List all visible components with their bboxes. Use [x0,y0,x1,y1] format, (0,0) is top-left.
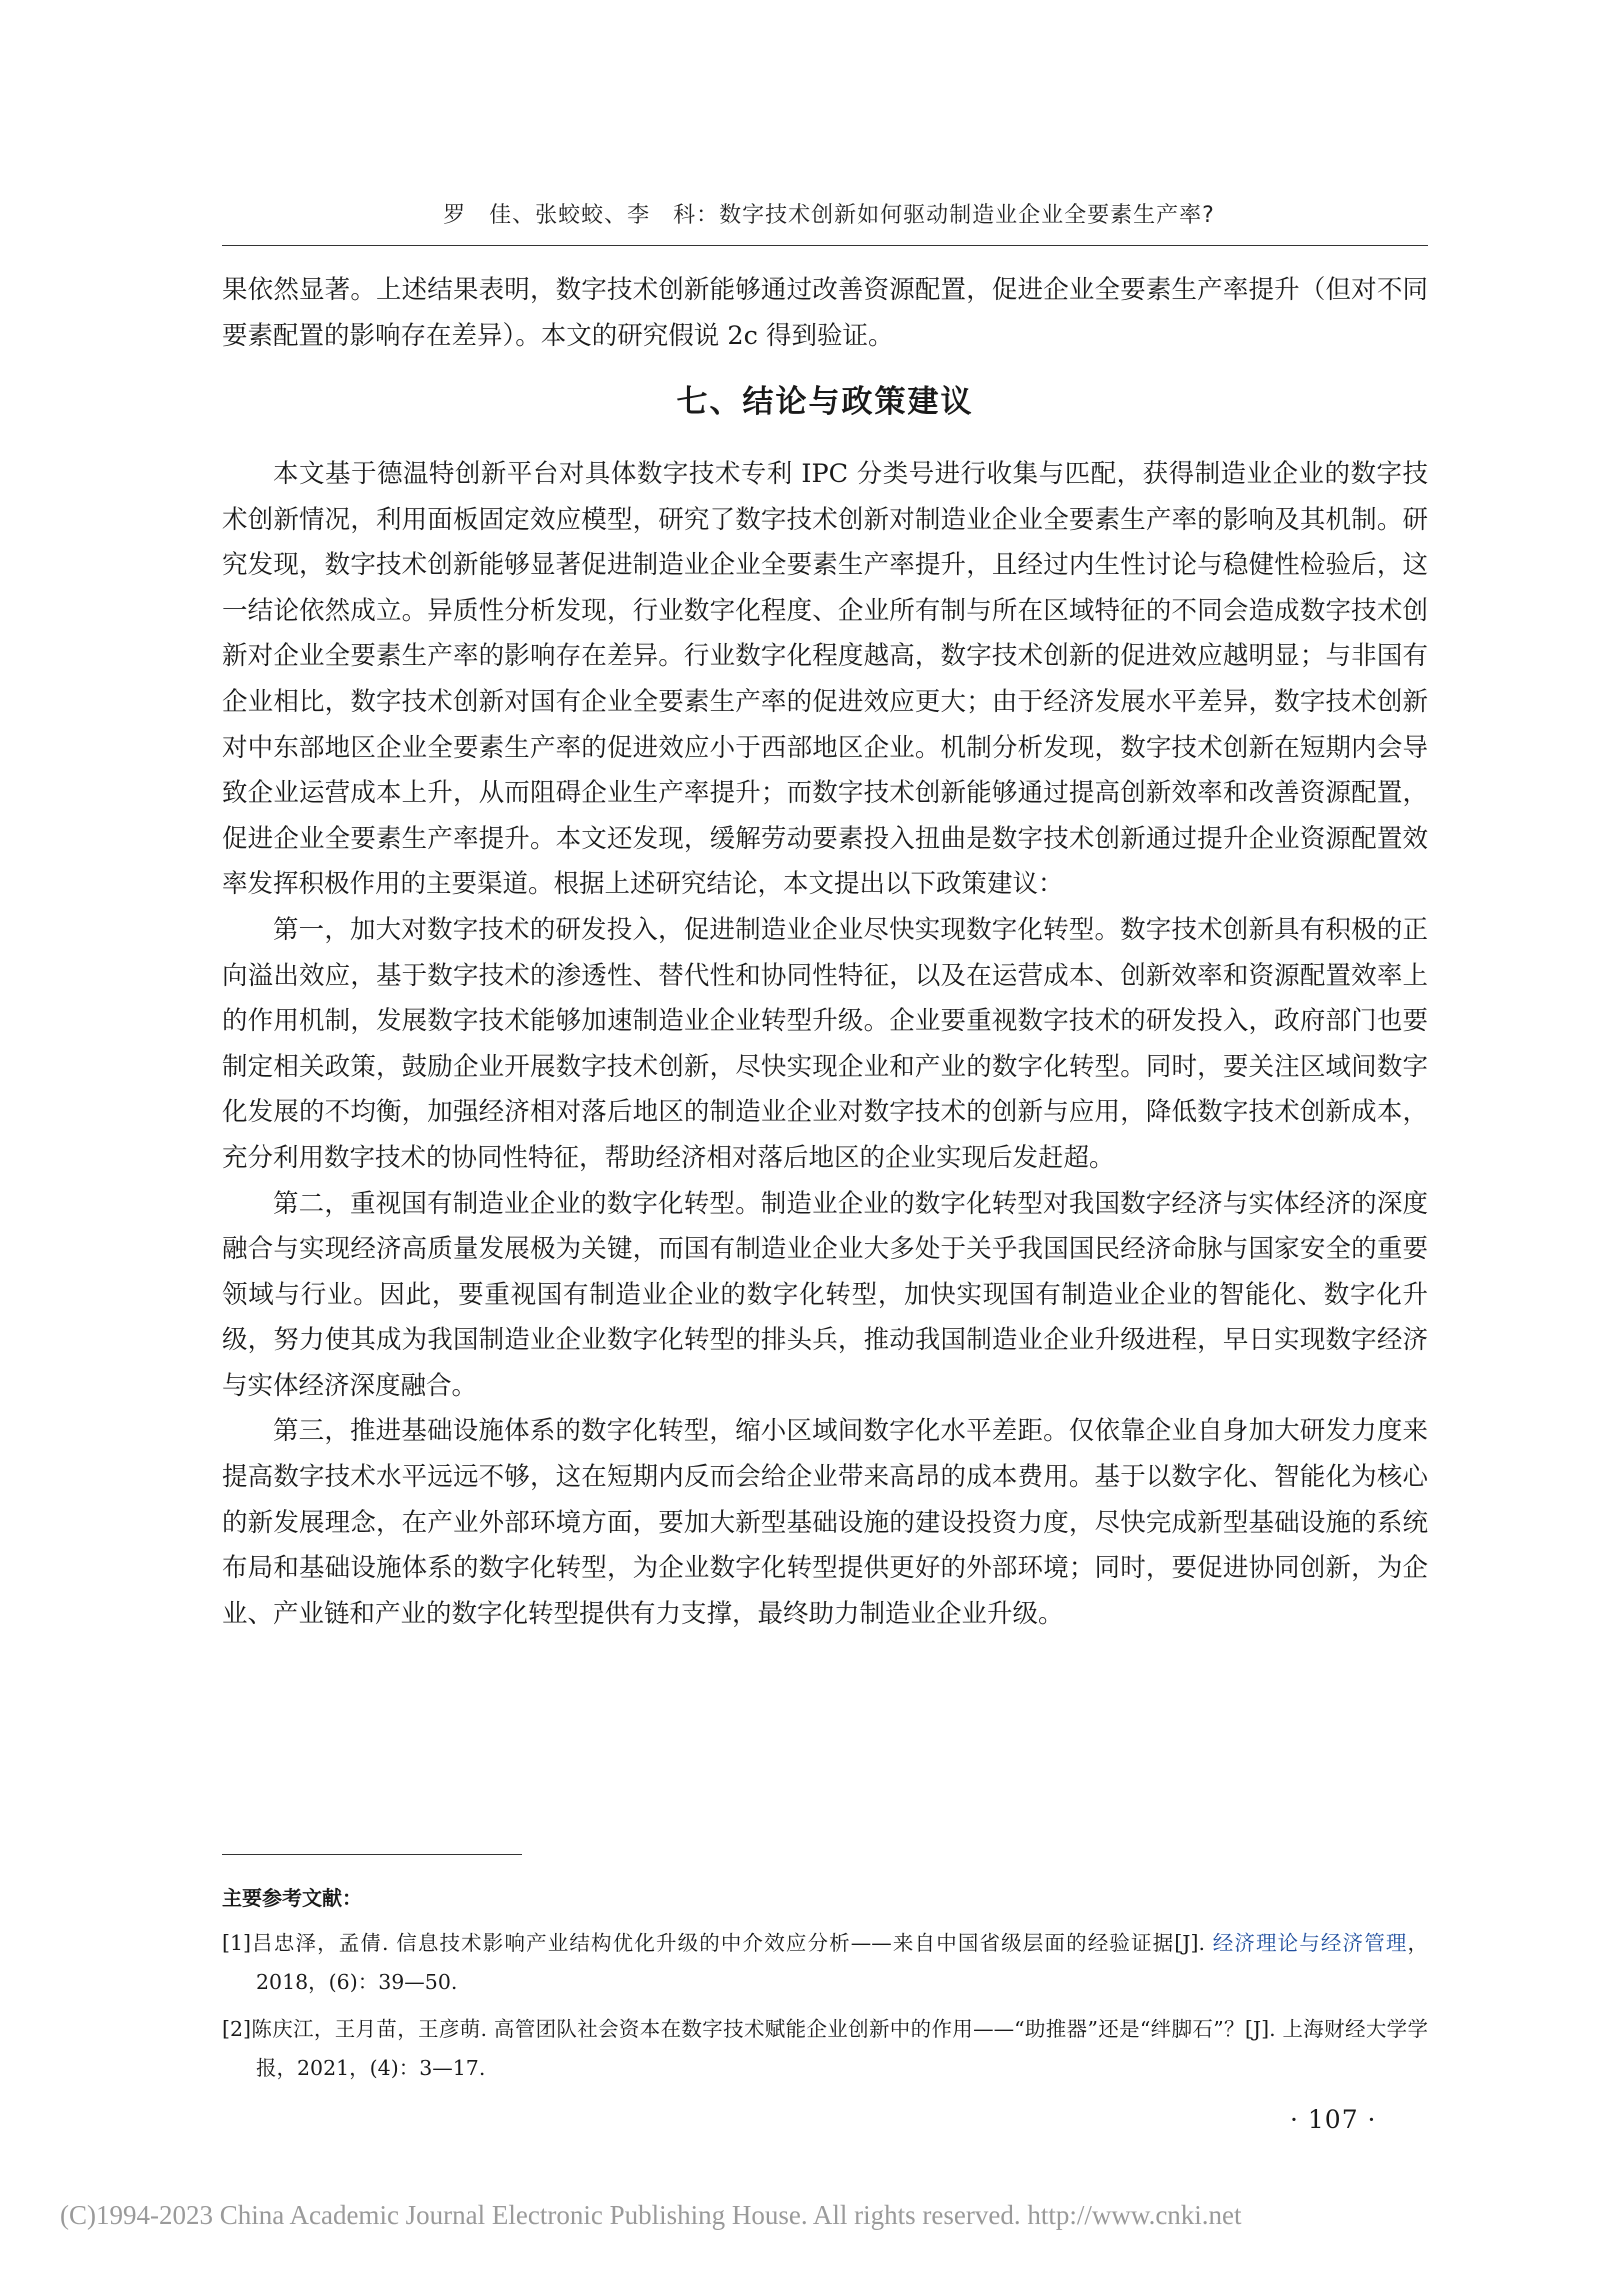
header-rule [222,245,1428,246]
page-number: · 107 · [1290,2105,1377,2134]
reference-tail: ，2018，(6)：39—50. [256,1931,1428,1994]
main-body [222,452,1428,1637]
body-paragraph-summary: 本文基于德温特创新平台对具体数字技术专利 IPC 分类号进行收集与匹配，获得制造业企业的数字技术创新情况，利用面板固定效应模型，研究了数字技术创新对制造业企业全要素生产率的影响及其机制。研究发现，数字技术创新能够显著促进制造业企业全要素生产率提升，且经过内生性讨论与稳健性检验后，这一结论依然成立。异质性分析发现，行业数字化程度、企业所有制与所在区域特征的不同会造成数字技术创新对企业全要素生产率的影响存在差异。行业数字化程度越高，数字技术创新的促进效应越明显；与非国有企业相比，数字技术创新对国有企业全要素生产率的促进效应更大；由于经济发展水平差异，数字技术创新对中东部地区企业全要素生产率的促进效应小于西部地区企业。机制分析发现，数字技术创新在短期内会导致企业运营成本上升，从而阻碍企业生产率提升；而数字技术创新能够通过提高创新效率和改善资源配置，促进企业全要素生产率提升。本文还发现，缓解劳动要素投入扭曲是数字技术创新通过提升企业资源配置效率发挥积极作用的主要渠道。根据上述研究结论，本文提出以下政策建议： [222,459,1428,900]
reference-item [222,1924,1428,2001]
section-title: 七、结论与政策建议 [676,384,974,420]
body-paragraph-policy-2: 第二，重视国有制造业企业的数字化转型。制造业企业的数字化转型对我国数字经济与实体经济的深度融合与实现经济高质量发展极为关键，而国有制造业企业大多处于关乎我国国民经济命脉与国家安全的重要领域与行业。因此，要重视国有制造业企业的数字化转型，加快实现国有制造业企业的智能化、数字化升级，努力使其成为我国制造业企业数字化转型的排头兵，推动我国制造业企业升级进程，早日实现数字经济与实体经济深度融合。 [222,1188,1428,1401]
reference-text: [1]吕忠泽，孟倩. 信息技术影响产业结构优化升级的中介效应分析——来自中国省级层面的经验证据[J]. [222,1931,1213,1955]
intro-paragraph-text: 果依然显著。上述结果表明，数字技术创新能够通过改善资源配置，促进企业全要素生产率提升（但对不同要素配置的影响存在差异）。本文的研究假说 2c 得到验证。 [222,275,1428,351]
reference-text: [2]陈庆江，王月苗，王彦萌. 高管团队社会资本在数字技术赋能企业创新中的作用——“助推器”还是“绊脚石”？[J]. 上海财经大学学报，2021，(4)：3—17. [222,2017,1428,2080]
footnote-rule [222,1854,522,1855]
references-heading: 主要参考文献： [222,1886,362,1910]
reference-item [222,2010,1428,2087]
journal-link[interactable]: 经济理论与经济管理 [1212,1931,1408,1955]
intro-paragraph [222,268,1428,359]
body-paragraph-policy-3: 第三，推进基础设施体系的数字化转型，缩小区域间数字化水平差距。仅依靠企业自身加大研发力度来提高数字技术水平远远不够，这在短期内反而会给企业带来高昂的成本费用。基于以数字化、智能化为核心的新发展理念，在产业外部环境方面，要加大新型基础设施的建设投资力度，尽快完成新型基础设施的系统布局和基础设施体系的数字化转型，为企业数字化转型提供更好的外部环境；同时，要促进协同创新，为企业、产业链和产业的数字化转型提供有力支撑，最终助力制造业企业升级。 [222,1416,1428,1629]
copyright-notice: (C)1994-2023 China Academic Journal Electronic Publishing House. All rights reserved. http://www.cnki.net [60,2200,1242,2230]
body-paragraph-policy-1: 第一，加大对数字技术的研发投入，促进制造业企业尽快实现数字化转型。数字技术创新具有积极的正向溢出效应，基于数字技术的渗透性、替代性和协同性特征，以及在运营成本、创新效率和资源配置效率上的作用机制，发展数字技术能够加速制造业企业转型升级。企业要重视数字技术的研发投入，政府部门也要制定相关政策，鼓励企业开展数字技术创新，尽快实现企业和产业的数字化转型。同时，要关注区域间数字化发展的不均衡，加强经济相对落后地区的制造业企业对数字技术的创新与应用，降低数字技术创新成本，充分利用数字技术的协同性特征，帮助经济相对落后地区的企业实现后发赶超。 [222,914,1428,1173]
references-list [222,1924,1428,2096]
running-header: 罗 佳、张蛟蛟、李 科：数字技术创新如何驱动制造业企业全要素生产率? [443,203,1215,228]
